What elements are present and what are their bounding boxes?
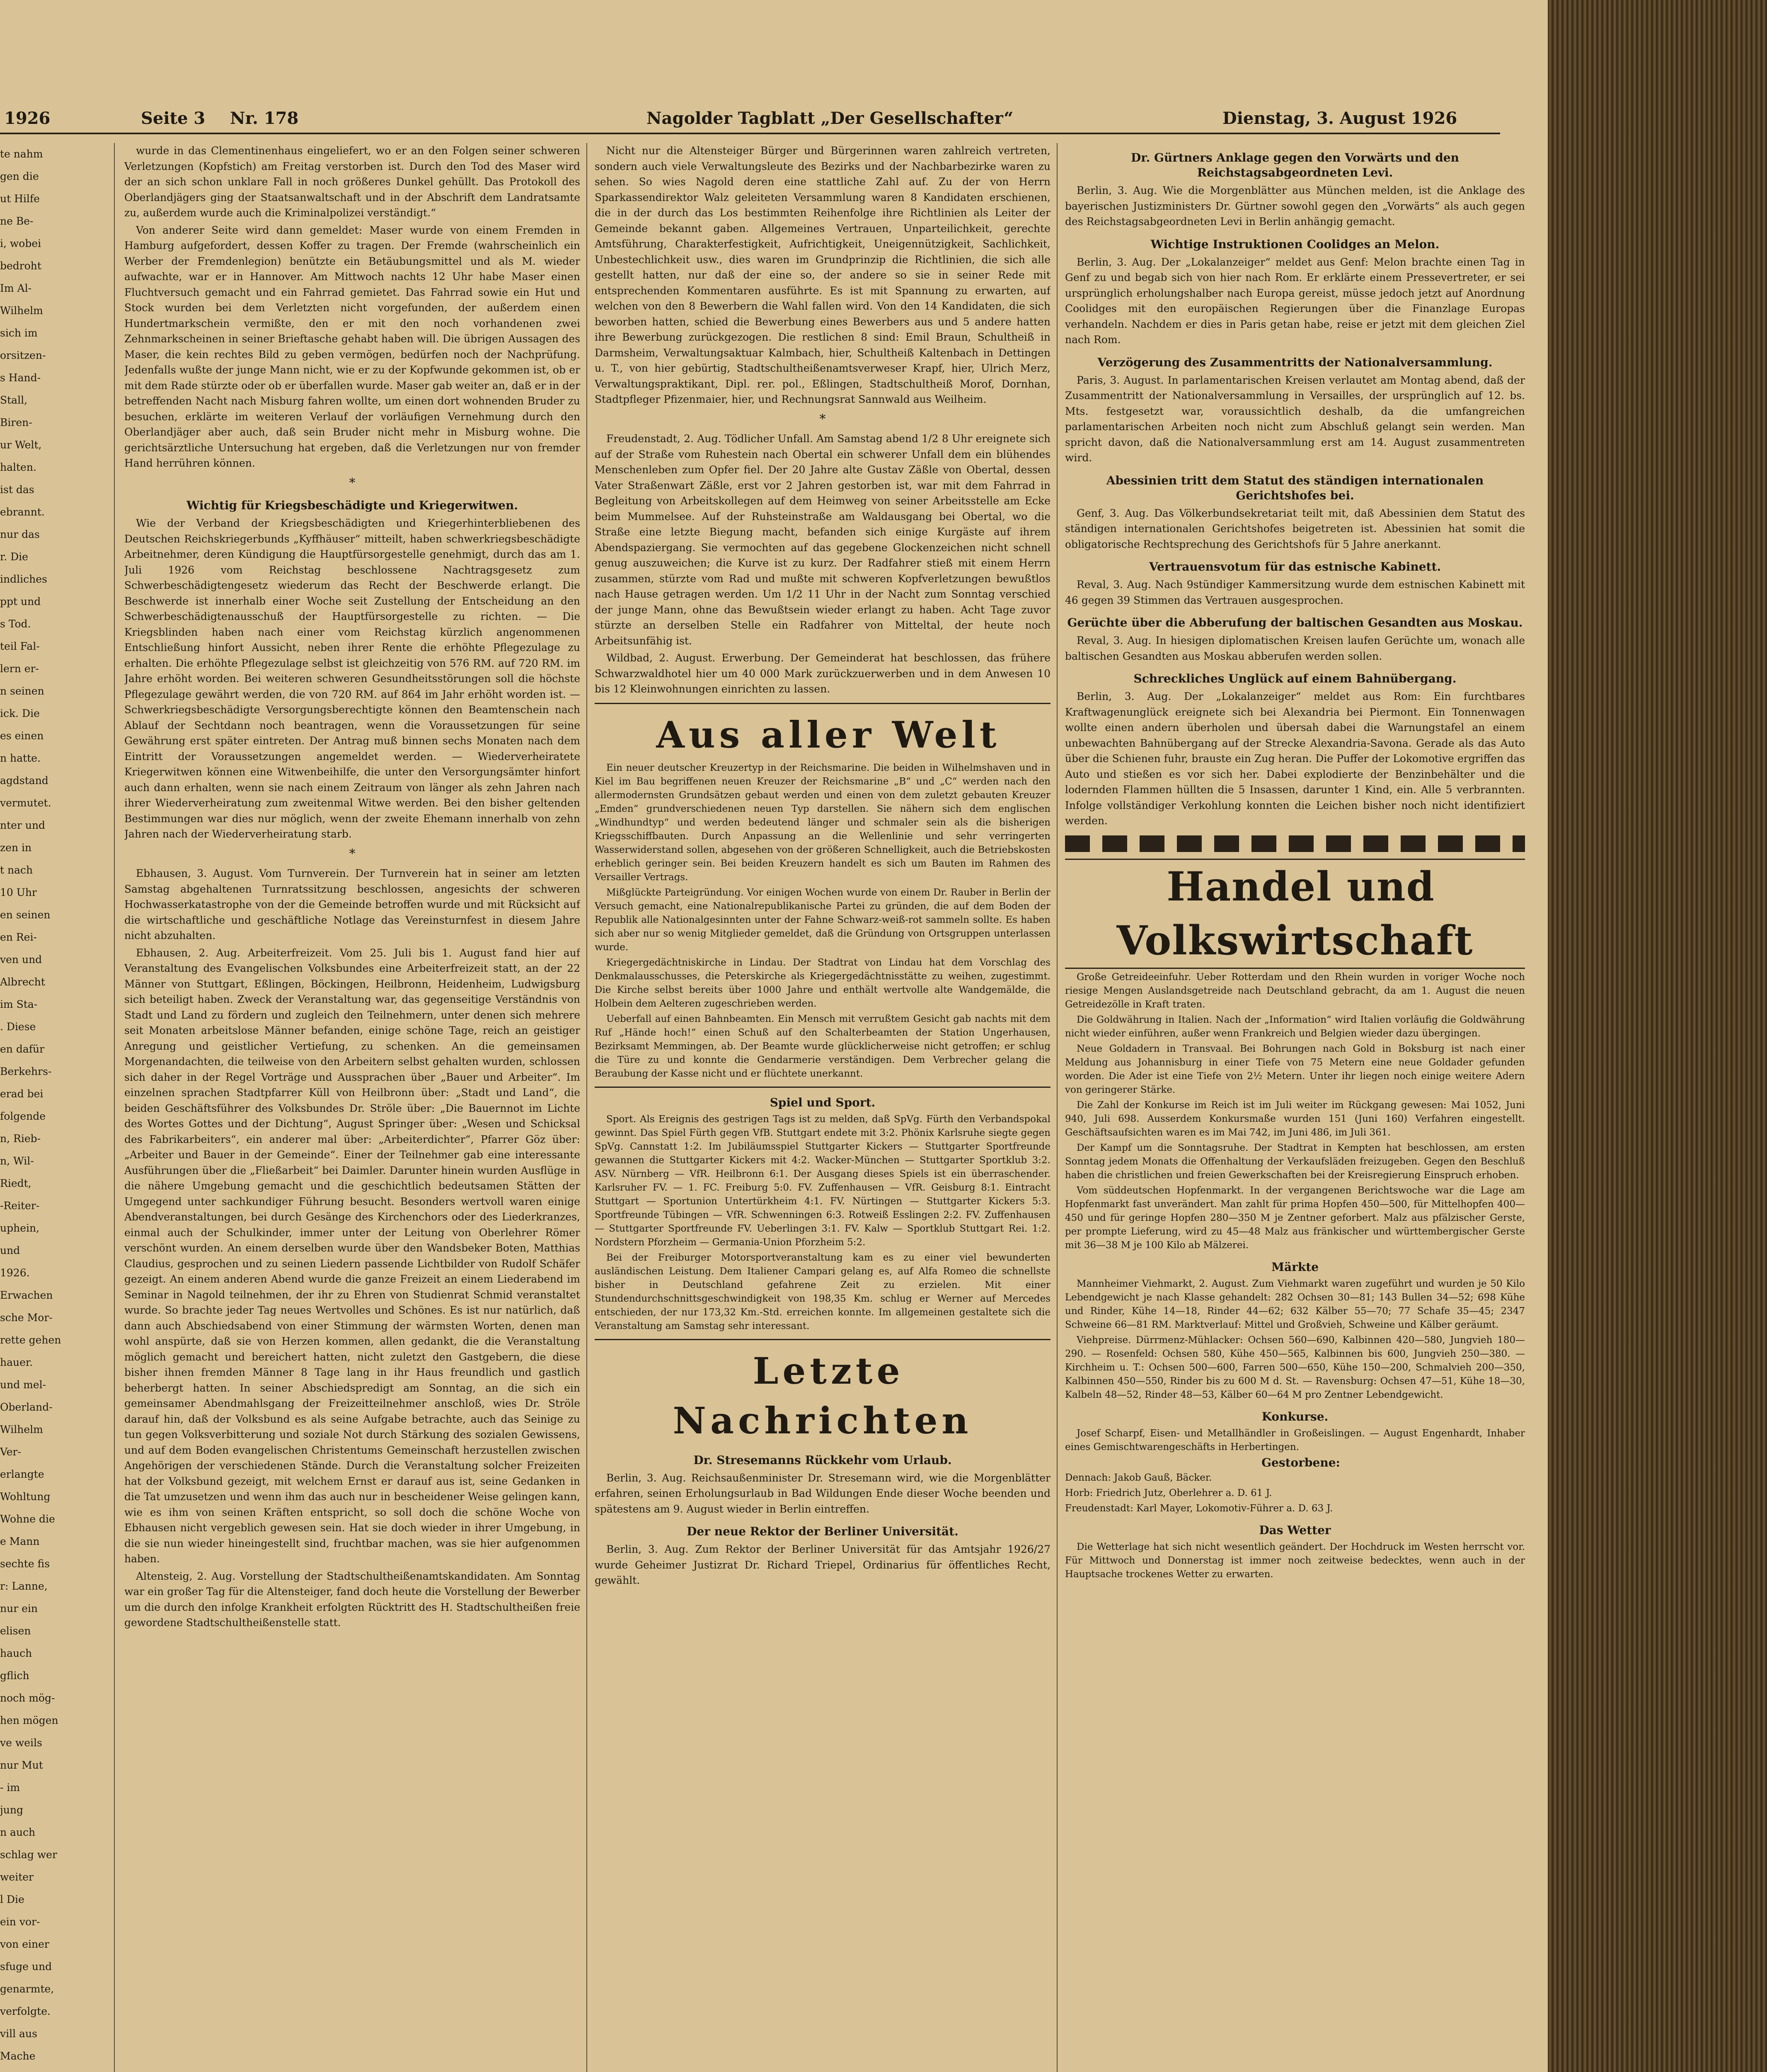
article-headline: Wichtige Instruktionen Coolidges an Melon. <box>1150 237 1440 251</box>
edge-text-line: ebrannt. <box>0 506 45 518</box>
edge-text-line: orsitzen- <box>0 349 46 361</box>
edge-text-line: erad bei <box>0 1088 44 1100</box>
edge-text-line: n seinen <box>0 685 44 697</box>
article-headline: Wichtig für Kriegsbeschädigte und Kriegerwitwen. <box>186 499 518 512</box>
edge-text-line: i, wobei <box>0 237 41 249</box>
edge-text-line: ein vor- <box>0 1916 40 1928</box>
edge-text-line: n auch <box>0 1826 36 1838</box>
edge-text-line: Wilhelm <box>0 1423 43 1435</box>
edge-text-line: n, Rieb- <box>0 1133 41 1145</box>
edge-text-line: gflich <box>0 1670 29 1682</box>
edge-text-line: hauch <box>0 1647 32 1659</box>
decorative-rule <box>1065 835 1525 852</box>
edge-text-line: sechte fis <box>0 1558 50 1570</box>
article-paragraph: Reval, 3. Aug. In hiesigen diplomatischen Kreisen laufen Gerüchte um, wonach alle baltischen Gesandten aus Moskau abberufen werden sollen. <box>1065 634 1525 662</box>
column-3 <box>1065 143 1525 2072</box>
column-2 <box>595 143 1051 2072</box>
edge-text-line: n hatte. <box>0 752 41 764</box>
section-star: * <box>349 846 356 861</box>
article-paragraph: Die Goldwährung in Italien. Nach der „Information“ wird Italien vorläufig die Goldwährung nicht wieder einführen, außer wenn Frankreich und Belgien wieder dazu übergingen. <box>1065 1014 1525 1039</box>
edge-text-line: Im Al- <box>0 282 32 294</box>
edge-text-line: ven und <box>0 954 42 966</box>
article-headline: Dr. Gürtners Anklage gegen den Vorwärts und den Reichstagsabgeordneten Levi. <box>1131 151 1459 179</box>
issue-date: Dienstag, 3. August 1926 <box>1222 109 1457 128</box>
edge-text-line: Wilhelm <box>0 305 43 317</box>
article-paragraph: Altensteig, 2. Aug. Vorstellung der Stadtschultheißenamtskandidaten. Am Sonntag war ein großer Tag für die Altensteiger, fand doch heute die Vorstellung der Bewerber um die durch den infolge Krankheit erfolgten Rücktritt des H. Stadtschultheißen freie gewordene Stadtschultheißenstelle statt. <box>124 1570 580 1629</box>
masthead-title: Nagolder Tagblatt „Der Gesellschafter“ <box>646 109 1014 128</box>
section-headline-sport: Spiel und Sport. <box>770 1095 876 1109</box>
edge-text-line: rette gehen <box>0 1334 61 1346</box>
article-paragraph: Berlin, 3. Aug. Der „Lokalanzeiger“ meldet aus Rom: Ein furchtbares Kraftwagenunglück ereignete sich bei Alexandria bei Piermont. Ein Tonnenwagen wollte einen andern überholen und übersah dabei die Warnungstafel an einem unbewachten Bahnübergang auf der Strecke Alexandria-Savona. Gerade als das Auto über die Schienen fuhr, brauste ein Zug heran. Die Puffer der Lokomotive ergriffen das Auto und stießen es vor sich her. Dabei explodierte der Benzinbehälter und die lodernden Flammen hüllten die 5 Insassen, darunter 1 Kind, ein. Alle 5 verbrannten. Infolge vollständiger Verkohlung konnten die Leichen bisher noch nicht identifiziert werden. <box>1065 690 1525 827</box>
edge-text-line: t nach <box>0 864 33 876</box>
article-paragraph: Mißglückte Parteigründung. Vor einigen Wochen wurde von einem Dr. Rauber in Berlin der Versuch gemacht, eine Nationalrepublikanische Partei zu gründen, die auf dem Boden der Republik alle Nationalgesinnten unter der Fahne Schwarz-weiß-rot sammeln sollte. Es haben sich aber nur so wenig Mitglieder gemeldet, daß die Gründung von Ortsgruppen unterlassen wurde. <box>595 887 1051 953</box>
edge-text-line: nter und <box>0 819 46 831</box>
article-headline: Das Wetter <box>1259 1523 1331 1537</box>
edge-text-line: agdstand <box>0 775 48 787</box>
edge-text-line: Stall, <box>0 394 28 406</box>
section-title-letzte-nachrichten: Letzte Nachrichten <box>673 1349 973 1442</box>
article-paragraph: Mannheimer Viehmarkt, 2. August. Zum Viehmarkt waren zugeführt und wurden je 50 Kilo Lebendgewicht je nach Klasse gehandelt: 282 Ochsen 30—81; 143 Bullen 34—52; 698 Kühe und Rinder, Kühe 14—18, Rinder 44—62; 632 Kälber 55—70; 77 Schafe 35—45; 2347 Schweine 66—81 RM. Marktverlauf: Mittel und Großvieh, Schweine und Kälber geräumt. <box>1065 1278 1525 1330</box>
article-paragraph: Berlin, 3. Aug. Reichsaußenminister Dr. Stresemann wird, wie die Morgenblätter erfahren, seinen Erholungsurlaub in Bad Wildungen Ende dieser Woche beenden und spätestens am 9. August wieder in Berlin eintreffen. <box>595 1472 1051 1515</box>
article-headline: Märkte <box>1271 1260 1319 1274</box>
edge-text-line: sfuge und <box>0 1961 52 1973</box>
edge-year: 1926 <box>4 109 51 128</box>
article-headline: Abessinien tritt dem Statut des ständigen internationalen Gerichtshofes bei. <box>1106 473 1484 502</box>
article-paragraph: Sport. Als Ereignis des gestrigen Tags ist zu melden, daß SpVg. Fürth den Verbandspokal gewinnt. Das Spiel Fürth gegen VfB. Stuttgart endete mit 3:2. Phönix Karlsruhe siegte gegen SpVg. Cannstatt 1:2. Im Jubiläumsspiel Stuttgarter Kickers — Stuttgarter Sportfreunde gewannen die Stuttgarter Kickers mit 4:2. Wacker-München — Stuttgarter Sportklub 3:2. ASV. Nürnberg — VfR. Heilbronn 6:1. Der Ausgang dieses Spiels ist ein überraschender. Karlsruher FV. — 1. FC. Freiburg 5:0. FV. Zuffenhausen — VfR. Geisburg 8:1. Eintracht Stuttgart — Sportunion Untertürkheim 4:1. FV. Nürtingen — Stuttgarter Kickers 5:3. Sportfreunde Tübingen — VfR. Schwenningen 6:3. Rotweiß Esslingen 2:2. FV. Zuffenhausen — Stuttgarter Sportfreunde FV. Ueberlingen 3:1. FV. Kalw — Sportklub Stuttgart Rei. 1:2. Nordstern Pforzheim — Germania-Union Pforzheim 5:2. <box>595 1113 1051 1248</box>
edge-text-line: Mache <box>0 2050 36 2062</box>
edge-text-line: vill aus <box>0 2028 37 2040</box>
edge-text-line: im Sta- <box>0 998 38 1010</box>
article-paragraph: Vom süddeutschen Hopfenmarkt. In der vergangenen Berichtswoche war die Lage am Hopfenmarkt fast unverändert. Man zahlt für prima Hopfen 450—500, für Mittelhopfen 400—450 und für geringe Hopfen 280—350 M je Zentner geforbert. Malz aus pfälzischer Gerste, per prompte Lieferung, wird zu 45—48 Malz aus fränkischer und württembergischer Gerste mit 36—38 M je 100 Kilo ab Mälzerei. <box>1065 1185 1525 1251</box>
obituary-line: Freudenstadt: Karl Mayer, Lokomotiv-Führer a. D. 63 J. <box>1065 1503 1333 1514</box>
article-paragraph: Ueberfall auf einen Bahnbeamten. Ein Mensch mit verrußtem Gesicht gab nachts mit dem Ruf „Hände hoch!“ einen Schuß auf den Schalterbeamten der Station Ungerhausen, Bezirksamt Memmingen, ab. Der Beamte wurde glücklicherweise nicht getroffen; er schlug die Türe zu und konnte die Gendarmerie verständigen. Dem Verbrecher gelang die Beraubung der Kasse nicht und er flüchtete unerkannt. <box>595 1013 1051 1079</box>
article-paragraph: Viehpreise. Dürrmenz-Mühlacker: Ochsen 560—690, Kalbinnen 420—580, Jungvieh 180—290. — Rosenfeld: Ochsen 580, Kühe 450—565, Kalbinnen bis 600, Jungvieh 250—380. — Kirchheim u. T.: Ochsen 500—600, Farren 500—650, Kühe 150—200, Schmalvieh 200—350, Kalbinnen 450—550, Rinder bis zu 600 M d. St. — Ravensburg: Ochsen 47—51, Kühe 18—30, Kalbeln 48—52, Rinder 48—53, Kälber 60—64 M pro Zentner Lebendgewicht. <box>1065 1334 1525 1400</box>
edge-text-line: Oberland- <box>0 1401 53 1413</box>
edge-text-line: nur das <box>0 528 40 540</box>
edge-text-line: en seinen <box>0 909 51 921</box>
edge-text-line: erlangte <box>0 1468 44 1480</box>
page-number: Seite 3 <box>141 109 206 128</box>
edge-text-line: ick. Die <box>0 707 40 719</box>
article-paragraph: Neue Goldadern in Transvaal. Bei Bohrungen nach Gold in Boksburg ist nach einer Meldung aus Johannisburg in einer Tiefe von 75 Metern eine neue Goldader gefunden worden. Die Ader ist eine Tiefe von 2½ Metern. Unter ihr liegen noch einige weitere Adern von geringerer Stärke. <box>1065 1043 1525 1095</box>
section-rule <box>595 1339 1051 1340</box>
edge-text-line: schlag wer <box>0 1849 57 1861</box>
article-paragraph: Berlin, 3. Aug. Der „Lokalanzeiger“ meldet aus Genf: Melon brachte einen Tag in Genf zu und begab sich von hier nach Rom. Er erklärte einem Pressevertreter, er sei ursprünglich erholungshalber nach Europa gereist, müsse jedoch jetzt auf Anordnung Coolidges mit den europäischen Regierungen über die Finanzlage Europas verhandeln. Nachdem er dies in Paris getan habe, reise er jetzt mit dem gleichen Ziel nach Rom. <box>1065 256 1525 346</box>
edge-text-line: teil Fal- <box>0 640 40 652</box>
edge-text-line: und <box>0 1244 20 1256</box>
edge-text-line: indliches <box>0 573 47 585</box>
page-header <box>0 104 1500 134</box>
edge-text-line: weiter <box>0 1871 34 1883</box>
edge-text-line: noch mög- <box>0 1692 55 1704</box>
edge-text-line: . Diese <box>0 1021 36 1033</box>
edge-text-line: 10 Uhr <box>0 886 37 898</box>
edge-text-line: Ver- <box>0 1446 21 1458</box>
article-paragraph: Genf, 3. Aug. Das Völkerbundsekretariat teilt mit, daß Abessinien dem Statut des ständigen internationalen Gerichtshofes beigetreten ist. Abessinien hat somit die obligatorische Rechtsprechung des Gerichtshofs für 5 Jahre anerkannt. <box>1065 507 1525 550</box>
edge-text-line: Riedt, <box>0 1177 31 1189</box>
edge-text-line: Berkehrs- <box>0 1065 52 1077</box>
edge-text-line: l Die <box>0 1893 24 1905</box>
edge-text-line: nur ein <box>0 1602 38 1615</box>
edge-text-line: und mel- <box>0 1379 46 1391</box>
article-headline: Konkurse. <box>1261 1409 1329 1423</box>
article-paragraph: Wildbad, 2. August. Erwerbung. Der Gemeinderat hat beschlossen, das frühere Schwarzwaldhotel hier um 40 000 Mark zurückzuerwerben und in dem Anwesen 10 bis 12 Kleinwohnungen einrichten zu lassen. <box>595 652 1051 695</box>
issue-number: Nr. 178 <box>230 109 299 128</box>
edge-text-line: halten. <box>0 461 36 473</box>
article-paragraph: Bei der Freiburger Motorsportveranstaltung kam es zu einer viel bewunderten ausländischen Leistung. Dem Italiener Campari gelang es, auf Alfa Romeo die schnellste bisher in Deutschland gefahrene Zeit zu erzielen. Mit einer Stundendurchschnittsgeschwindigkeit von 198,35 Km. schlug er Werner auf Mercedes entschieden, der nur 173,32 Km.-Std. erreichen konnte. Im allgemeinen gestaltete sich die Veranstaltung am Samstag sehr interessant. <box>595 1252 1051 1331</box>
edge-text-line: ppt und <box>0 595 41 608</box>
edge-text-line: ve weils <box>0 1737 42 1749</box>
edge-column <box>0 143 106 2072</box>
edge-text-line: sich im <box>0 327 38 339</box>
edge-text-line: zen in <box>0 842 32 854</box>
column-rule <box>586 143 587 2072</box>
section-title-handel: Handel und Volkswirtschaft <box>1065 859 1525 969</box>
article-paragraph: Ebhausen, 2. Aug. Arbeiterfreizeit. Vom 25. Juli bis 1. August fand hier auf Veranstaltung des Evangelischen Volksbundes eine Arbeiterfreizeit statt, an der 22 Männer von Stuttgart, Eßlingen, Böckingen, Heilbronn, Heidenheim, Ludwigsburg sich beteiligt haben. Zweck der Veranstaltung war, das gegenseitige Verständnis von Stadt und Land zu fördern und zugleich den Teilnehmern, unter denen sich mehrere seit Monaten arbeitslose Männer befanden, einige schöne Tage, reich an geistiger Anregung und geistlicher Vertiefung, zu schenken. An die gemeinsamen Morgenandachten, die teilweise von den Arbeitern selbst gehalten wurden, schlossen sich daher in der Regel Vorträge und Aussprachen über „Bauer und Arbeiter“. Im einzelnen sprachen Stadtpfarrer Küll von Heilbronn über: „Stadt und Land“, die beiden Geschäftsführer des Volksbundes Dr. Ströle über: „Die Bauernnot im Lichte des Wortes Gottes und der Dichtung“, August Springer über: „Wesen und Schicksal des Fabrikarbeiters“, ein anderer mal über: „Arbeiterdichter“, Pfarrer Göz über: „Arbeiter und Bauer in der Gemeinde“. Einer der Teilnehmer gab eine interessante Ausführungen über die „Fließarbeit“ bei Daimler. Darunter hinein wurden Ausflüge in die nähere Umgebung gemacht und die geschichtlich bedeutsamen Stätten der Umgegend unter sachkundiger Führung besucht. Besonders wertvoll waren einige Abendveranstaltungen, bei durch Gesänge des Kirchenchors oder des Liederkranzes, einmal auch der Schulkinder, immer unter der Leitung von Oberlehrer Römer verschönt wurden. An einem derselben wurde über den Wandsbeker Boten, Matthias Claudius, gesprochen und zu seinen Liedern passende Lichtbilder von Rudolf Schäfer gezeigt. An einem anderen Abend wurde die ganze Freizeit an einem Liederabend im Seminar in Nagold teilnehmen, der ihr zu Ehren von Studienrat Schmid veranstaltet wurde. So brachte jeder Tag neues Wertvolles und Schönes. Es ist nur natürlich, daß dann auch Abschiedsabend von einer Stimmung der wärmsten Worten, denen man wohl anspürte, daß sie von Herzen kommen, allen gedankt, die die Veranstaltung möglich gemacht und bereichert hatten, nicht zuletzt den Gastgebern, die diese bisher ihnen fremden Männer 8 Tage lang in ihr Haus freundlich und gastlich beherbergt hatten. In seiner Abschiedspredigt am Sonntag, an die sich ein gemeinsamer Abendmahlsgang der Freizeitteilnehmer anschloß, wies Dr. Ströle darauf hin, daß der Volksbund es als seine Aufgabe betrachte, auch das Seinige zu tun gegen Volksverbitterung und soziale Not durch Stärkung des sozialen Gewissens, und auf dem Boden evangelischen Christentums Gemeinschaft herzustellen zwischen Angehörigen der verschiedenen Stände. Durch die Veranstaltung solcher Freizeiten hat der Volksbund gezeigt, mit welchem Ernst er darauf aus ist, seine Gedanken in die Tat umzusetzen und wenn ihm das auch nur in bescheidener Weise gelingen kann, wie es ihm von seinen Kräften entspricht, so soll doch die schöne Woche von Ebhausen nicht vergeblich gewesen sein. Hat sie doch wieder in ihrer Umgebung, in die sie nun wieder hineingestellt sind, fruchtbar machen, was sie hier aufgenommen haben. <box>124 946 580 1565</box>
column-rule <box>114 143 115 2072</box>
edge-text-line <box>0 2067 106 2072</box>
article-headline: Der neue Rektor der Berliner Universität. <box>687 1525 959 1538</box>
edge-text-line: ut Hilfe <box>0 193 40 205</box>
article-paragraph: Große Getreideeinfuhr. Ueber Rotterdam und den Rhein wurden in voriger Woche noch riesige Mengen Auslandsgetreide nach Deutschland gebracht, da am 1. August die neuen Getreidezölle in Kraft traten. <box>1065 971 1525 1010</box>
book-binding <box>1548 0 1767 2072</box>
article-paragraph: Berlin, 3. Aug. Wie die Morgenblätter aus München melden, ist die Anklage des bayerischen Justizministers Dr. Gürtner sowohl gegen den „Vorwärts“ als auch gegen des Reichstagsabgeordneten Levi in Berlin anhängig gemacht. <box>1065 184 1525 228</box>
article-paragraph: Josef Scharpf, Eisen- und Metallhändler in Großeislingen. — August Engenhardt, Inhaber eines Gemischtwarengeschäfts in Herbertingen. <box>1065 1428 1525 1452</box>
edge-text-line: e Mann <box>0 1535 40 1547</box>
article-paragraph: Die Wetterlage hat sich nicht wesentlich geändert. Der Hochdruck im Westen herrscht vor. Für Mittwoch und Donnerstag ist immer noch zeitweise bedecktes, wenn auch in der Hauptsache trockenes Wetter zu erwarten. <box>1065 1541 1525 1580</box>
edge-text-line: n, Wil- <box>0 1155 34 1167</box>
edge-text-line: hauer. <box>0 1356 33 1368</box>
edge-text-line: bedroht <box>0 260 41 272</box>
edge-text-line: von einer <box>0 1938 49 1950</box>
edge-text-line: ist das <box>0 484 34 496</box>
edge-text-line: vermutet. <box>0 797 51 809</box>
edge-text-line: Wohne die <box>0 1513 55 1525</box>
edge-text-line: sche Mor- <box>0 1312 53 1324</box>
article-paragraph: Freudenstadt, 2. Aug. Tödlicher Unfall. Am Samstag abend 1/2 8 Uhr ereignete sich auf der Straße vom Ruhestein nach Obertal ein schwerer Unfall dem ein blühendes Menschenleben zum Opfer fiel. Der 20 Jahre alte Gustav Zäßle von Obertal, dessen Vater Straßenwart Zäßle, erst vor 2 Jahren gestorben ist, war mit dem Fahrrad in Begleitung von Arbeitskollegen auf dem Heimweg von seiner Arbeitsstelle am Ecke beim Mummelsee. Auf der Ruhsteinstraße am Waldausgang bei Obertal, wo die Straße eine letzte Biegung macht, befanden sich einige Kurgäste auf ihrem Abendspaziergang. Sie vermochten auf das gegebene Glockenzeichen nicht schnell genug auszuweichen; die Kurve ist zu kurz. Der Radfahrer stieß mit einem Herrn zusammen, stürzte vom Rad und mußte mit schweren Kopfverletzungen bewußtlos nach Hause getragen werden. Um 1/2 11 Uhr in der Nacht zum Sonntag verschied der junge Mann, ohne das Bewußtsein wieder erlangt zu haben. Acht Tage zuvor stürzte an derselben Stelle ein Radfahrer von Mitteltal, der heute noch Arbeitsunfähig ist. <box>595 433 1051 647</box>
edge-text-line: s Tod. <box>0 618 31 630</box>
edge-text-line: verfolgte. <box>0 2005 51 2017</box>
article-headline: Vertrauensvotum für das estnische Kabinett. <box>1149 560 1441 574</box>
article-paragraph: Ebhausen, 3. August. Vom Turnverein. Der Turnverein hat in seiner am letzten Samstag abgehaltenen Turnratssitzung beschlossen, angesichts der schweren Hochwasserkatastrophe von der die Gemeinde betroffen wurde und mit Rücksicht auf die wirtschaftliche und geschäftliche Notlage das Vereinsturnfest in diesem Jahre nicht abzuhalten. <box>124 867 580 942</box>
column-rule <box>1057 143 1058 2072</box>
edge-text-line: Albrecht <box>0 976 45 988</box>
edge-text-line: te nahm <box>0 148 43 160</box>
article-headline: Verzögerung des Zusammentritts der Nationalversammlung. <box>1097 355 1493 369</box>
edge-text-line: s Hand- <box>0 372 41 384</box>
article-paragraph: Nicht nur die Altensteiger Bürger und Bürgerinnen waren zahlreich vertreten, sondern auch viele Verwaltungsleute des Bezirks und der Nachbarbezirke waren zu sehen. So wies Nagold deren eine stattliche Zahl auf. Zu der von Herrn Sparkassendirektor Walz geleiteten Versammlung waren 8 Kandidaten erschienen, die in der durch das Los bestimmten Reihenfolge ihre Richtlinien als Leiter der Gemeinde bekannt gaben. Allgemeines Vertrauen, Unparteilichkeit, gerechte Amtsführung, Charakterfestigkeit, Aufrichtigkeit, Uneigennützigkeit, Sachlichkeit, Unbestechlichkeit usw., dies waren im Grundprinzip die Richtlinien, die sich alle gestellt hatten, nur daß der eine so, der andere so sie in seiner Rede mit entsprechenden Kommentaren ausführte. Es ist mit Spannung zu erwarten, auf welchen von den 8 Bewerbern die Wahl fallen wird. Von den 14 Kandidaten, die sich beworben hatten, schied die Bewerbung eines Bewerbers aus und 5 andere hatten ihre Bewerbung zurückgezogen. Die restlichen 8 sind: Emil Braun, Schultheiß in Darmsheim, Verwaltungsaktuar Kalmbach, hier, Schultheiß Kaltenbach in Dettingen u. T., von hier gebürtig, Stadtschultheißenamtsverweser Krapf, hier, Ulrich Merz, Verwaltungspraktikant, Dipl. rer. pol., Eßlingen, Stadtschultheiß Morof, Dornhan, Stadtpfleger Pfizenmaier, hier, und Rechnungsrat Sannwald aus Weilheim. <box>595 145 1051 405</box>
edge-text-line: 1926. <box>0 1267 30 1279</box>
section-title-aus-aller-welt: Aus aller Welt <box>656 713 1001 756</box>
edge-text-line: lern er- <box>0 663 39 675</box>
edge-text-line: hen mögen <box>0 1714 58 1726</box>
edge-text-line: es einen <box>0 730 44 742</box>
section-star: * <box>819 411 826 426</box>
article-headline: Dr. Stresemanns Rückkehr vom Urlaub. <box>693 1453 952 1467</box>
edge-text-line: nur Mut <box>0 1759 43 1771</box>
edge-text-line: ne Be- <box>0 215 34 227</box>
article-paragraph: wurde in das Clementinenhaus eingeliefert, wo er an den Folgen seiner schweren Verletzungen (Kopfstich) am Freitag verstorben ist. Durch den Tod des Maser wird der an sich schon unklare Fall in noch größeres Dunkel gehüllt. Das Protokoll des Oberlandjägers ging der Staatsanwaltschaft und in der Abschrift dem Landratsamte zu, außerdem wurde auch die Kriminalpolizei verständigt.“ <box>124 145 580 219</box>
article-paragraph: Paris, 3. August. In parlamentarischen Kreisen verlautet am Montag abend, daß der Zusammentritt der Nationalversammlung in Versailles, der ursprünglich auf 12. bs. Mts. festgesetzt war, voraussichtlich deshalb, da die umfangreichen parlamentarischen Arbeiten noch nicht zum Abschluß gelangt sein werden. Man spricht davon, daß die Nationalversammlung erst am 14. August zusammentreten wird. <box>1065 374 1525 464</box>
edge-text-line: Wohltung <box>0 1491 51 1503</box>
edge-text-line: ur Welt, <box>0 439 42 451</box>
article-paragraph: Berlin, 3. Aug. Zum Rektor der Berliner Universität für das Amtsjahr 1926/27 wurde Geheimer Justizrat Dr. Richard Triepel, Ordinarius für öffentliches Recht, gewählt. <box>595 1543 1051 1586</box>
edge-text-line: - im <box>0 1782 20 1794</box>
section-rule <box>595 1087 1051 1088</box>
column-1 <box>124 143 580 2072</box>
edge-text-line: gen die <box>0 170 39 182</box>
section-star: * <box>349 475 356 490</box>
article-paragraph: Reval, 3. Aug. Nach 9stündiger Kammersitzung wurde dem estnischen Kabinett mit 46 gegen 39 Stimmen das Vertrauen ausgesprochen. <box>1065 579 1525 606</box>
edge-text-line: folgende <box>0 1110 46 1122</box>
article-paragraph: Ein neuer deutscher Kreuzertyp in der Reichsmarine. Die beiden in Wilhelmshaven und in Kiel im Bau begriffenen neuen Kreuzer der Reichsmarine „B“ und „C“ werden nach den allermodernsten Grundsätzen gebaut werden und einen von dem zuletzt gebauten Kreuzer „Emden“ grundverschiedenen neuen Typ darstellen. Sie nähern sich dem englischen „Windhundtyp“ und werden bedeutend länger und schmaler sein als die bisherigen Kriegsschiffbauten. Durch Anpassung an die Wellenlinie und sehr verringerten Wasserwiderstand sollen, abgesehen von der größeren Schnelligkeit, auch die Betriebskosten erheblich geringer sein. Bei beiden Kreuzern handelt es sich um Bauten im Rahmen des Versailler Vertrags. <box>595 762 1051 883</box>
edge-text-line: uphein, <box>0 1222 40 1234</box>
article-paragraph: Wie der Verband der Kriegsbeschädigten und Kriegerhinterbliebenen des Deutschen Reichskriegerbunds „Kyffhäuser“ mitteilt, haben schwerkriegsbeschädigte Arbeitnehmer, deren Kündigung die Hauptfürsorgestelle genehmigt, durch das am 1. Juli 1926 vom Reichstag beschlossene Nachtragsgesetz zum Schwerbeschädigtengesetz wiederum das Recht der Beschwerde erlangt. Die Beschwerde ist innerhalb einer Woche seit Zustellung der Entscheidung an den Schwerbeschädigtenausschuß der Hauptfürsorgestelle zu richten. — Die Kriegsblinden haben nach einer vom Reichstag kürzlich angenommenen Entschließung hinfort Aussicht, neben ihrer Rente die erhöhte Pflegezulage zu erhalten. Die erhöhte Pflegezulage selbst ist gleichzeitig von 576 RM. auf 720 RM. im Jahre erhöht worden. Bei weiteren schweren Gesundheitsstörungen soll die höchste Pflegezulage gewährt werden, die von 720 RM. auf 864 im Jahr erhöht worden ist. — Schwerkriegsbeschädigte Versorgungsberechtigte können den Beamtenschein nach Ablauf der Sechtdann noch beantragen, wenn die Voraussetzungen für seine Gewährung erst später eintreten. Der Antrag muß binnen sechs Monaten nach dem Eintritt der Voraussetzungen angemeldet werden. — Wiederverheiratete Kriegerwitwen können eine Witwenbeihilfe, die unter den Versorgungsämter hinfort auch dann erhalten, wenn sie nach einem Zeitraum von länger als zehn Jahren nach ihrer Wiederverheiratung zum zweitenmal Witwe werden. Bei den bisher geltenden Bestimmungen war dies nur möglich, wenn der zweite Ehemann innerhalb von zehn Jahren nach der Wiederverheiratung starb. <box>124 517 580 840</box>
edge-text-line: r: Lanne, <box>0 1580 48 1592</box>
article-paragraph: Kriegergedächtniskirche in Lindau. Der Stadtrat von Lindau hat dem Vorschlag des Denkmalausschusses, die Peterskirche als Kriegergedächtnisstätte zu weihen, zugestimmt. Die Kirche selbst bereits über 1000 Jahre und enthält wertvolle alte Wandgemälde, die Holbein dem Aelteren zugeschrieben werden. <box>595 957 1051 1009</box>
article-headline: Gestorbene: <box>1261 1455 1340 1469</box>
edge-text-line: r. Die <box>0 551 28 563</box>
article-paragraph: Von anderer Seite wird dann gemeldet: Maser wurde von einem Fremden in Hamburg aufgefordert, dessen Koffer zu tragen. Der Fremde (wahrscheinlich ein Werber der Fremdenlegion) benützte ein Betäubungsmittel und als M. wieder aufwachte, war er in Hannover. Am Mittwoch nachts 12 Uhr habe Maser einen Fluchtversuch gemacht und ein Fahrrad gemietet. Das Fahrrad sowie ein Hut und Stock wurden bei dem Verletzten nicht vorgefunden, der außerdem einen Hundertmarkschein vermißte, den er mit den noch vorhandenen zwei Zehnmarkscheinen in seiner Brieftasche gehabt haben will. Die übrigen Aussagen des Maser, die kein rechtes Bild zu geben vermögen, bedürfen noch der Nachprüfung. Jedenfalls wußte der junge Mann nicht, wie er zu der Kopfwunde gekommen ist, ob er mit dem Rade stürzte oder ob er überfallen wurde. Maser gab weiter an, daß er in der betreffenden Nacht nach Misburg fahren wollte, um einen dort wohnenden Bruder zu besuchen, erklärte im weiteren Verlauf der vorläufigen Vernehmung durch den Oberlandjäger aber auch, daß sein Bruder nicht mehr in Misburg wohne. Die gerichtsärztliche Untersuchung hat ergeben, daß die Verletzungen nur von fremder Hand herrühren können. <box>124 224 580 469</box>
obituary-line: Horb: Friedrich Jutz, Oberlehrer a. D. 61 J. <box>1065 1487 1272 1498</box>
edge-text-line: genarmte, <box>0 1983 54 1995</box>
edge-text-line: Erwachen <box>0 1289 53 1301</box>
edge-text-line: en Rei- <box>0 931 37 943</box>
article-headline: Gerüchte über die Abberufung der baltischen Gesandten aus Moskau. <box>1067 616 1523 629</box>
section-rule <box>595 703 1051 704</box>
article-paragraph: Der Kampf um die Sonntagsruhe. Der Stadtrat in Kempten hat beschlossen, am ersten Sonntag jedem Monats die Offenhaltung der Verkaufsläden freizugeben. Gegen den Beschluß haben die christlichen und freien Gewerkschaften bei der Kreisregierung Einspruch erhoben. <box>1065 1142 1525 1181</box>
edge-text-line: elisen <box>0 1625 31 1637</box>
article-headline: Schreckliches Unglück auf einem Bahnübergang. <box>1133 672 1457 685</box>
article-paragraph: Die Zahl der Konkurse im Reich ist im Juli weiter im Rückgang gewesen: Mai 1052, Juni 940, Juli 698. Ausserdem Konkursmaße wurden 151 (Juni 160) Verfahren eingestellt. Geschäftsaufsichten waren es im Mai 742, im Juni 486, im Juli 361. <box>1065 1099 1525 1138</box>
edge-text-line: en dafür <box>0 1043 45 1055</box>
edge-text-line: Biren- <box>0 416 32 428</box>
obituary-line: Dennach: Jakob Gauß, Bäcker. <box>1065 1472 1212 1483</box>
edge-text-line: -Reiter- <box>0 1200 40 1212</box>
edge-text-line: jung <box>0 1804 23 1816</box>
